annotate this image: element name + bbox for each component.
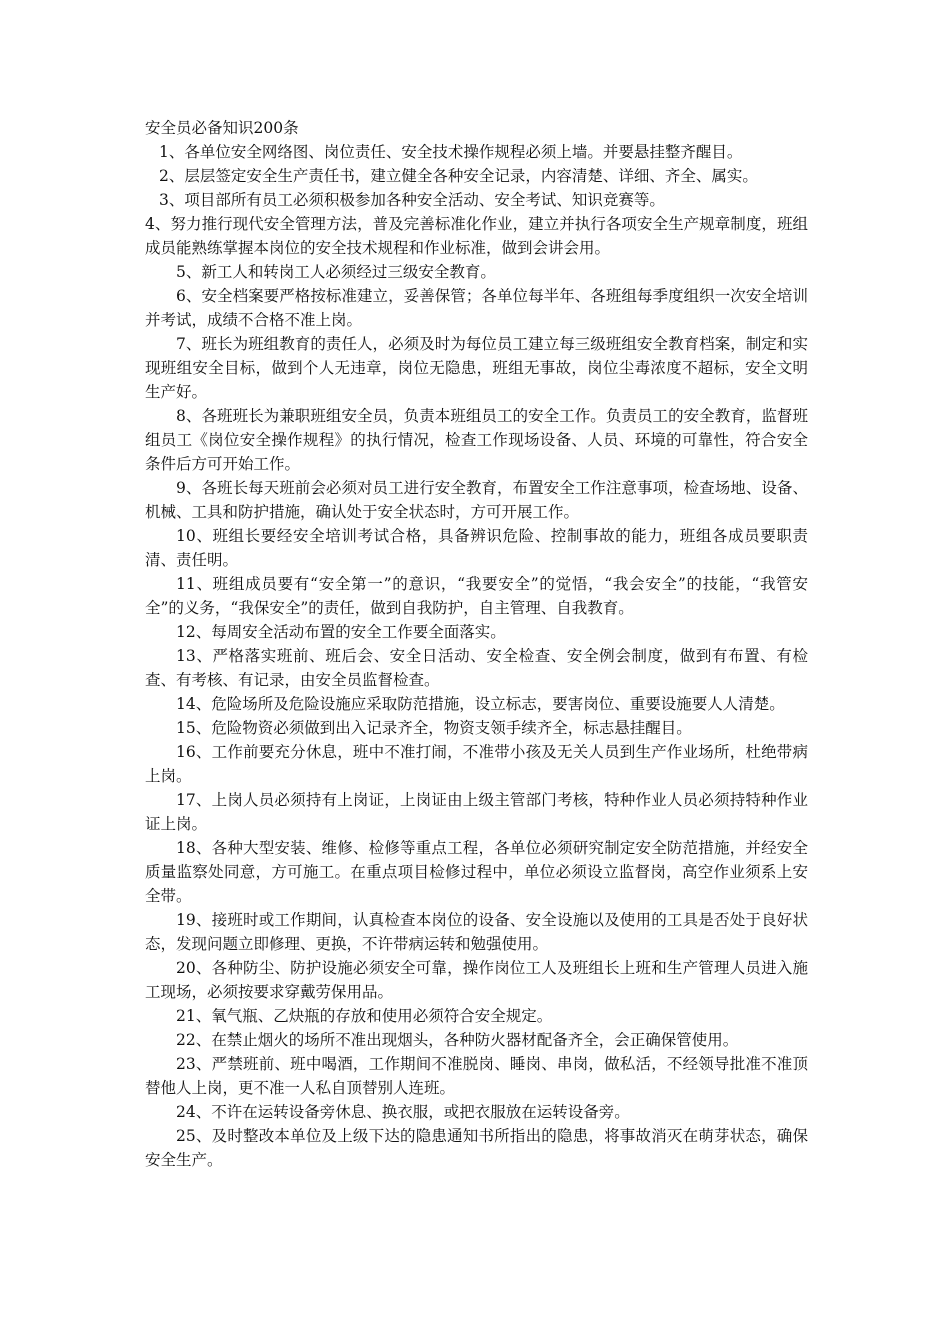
rule-item: 21、氧气瓶、乙炔瓶的存放和使用必须符合安全规定。 [176, 1007, 553, 1025]
rule-item: 15、危险物资必须做到出入记录齐全，物资支领手续齐全，标志悬挂醒目。 [176, 719, 692, 737]
rule-item: 14、危险场所及危险设施应采取防范措施，设立标志，要害岗位、重要设施要人人清楚。 [176, 695, 785, 713]
rule-item: 4、努力推行现代安全管理方法，普及完善标准化作业，建立并执行各项安全生产规章制度，班组成员能熟练掌握本岗位的安全技术规程和作业标准，做到会讲会用。 [145, 215, 808, 257]
rule-item: 12、每周安全活动布置的安全工作要全面落实。 [176, 623, 506, 641]
rule-item: 13、严格落实班前、班后会、安全日活动、安全检查、安全例会制度，做到有布置、有检查、有考核、有记录，由安全员监督检查。 [145, 647, 808, 689]
rule-item: 8、各班班长为兼职班组安全员，负责本班组员工的安全工作。负责员工的安全教育，监督班组员工《岗位安全操作规程》的执行情况，检查工作现场设备、人员、环境的可靠性，符合安全条件后方可开始工作。 [145, 407, 808, 473]
rule-item: 16、工作前要充分休息，班中不准打闹，不准带小孩及无关人员到生产作业场所，杜绝带病上岗。 [145, 743, 808, 785]
rule-item: 17、上岗人员必须持有上岗证，上岗证由上级主管部门考核，特种作业人员必须持特种作业证上岗。 [145, 791, 808, 833]
rule-item: 22、在禁止烟火的场所不准出现烟头，各种防火器材配备齐全，会正确保管使用。 [176, 1031, 739, 1049]
rule-item: 23、严禁班前、班中喝酒，工作期间不准脱岗、睡岗、串岗，做私活，不经领导批准不准顶替他人上岗，更不准一人私自顶替别人连班。 [145, 1055, 808, 1097]
rule-item: 18、各种大型安装、维修、检修等重点工程，各单位必须研究制定安全防范措施，并经安全质量监察处同意，方可施工。在重点项目检修过程中，单位必须设立监督岗，高空作业须系上安全带。 [145, 839, 808, 905]
rule-item: 5、新工人和转岗工人必须经过三级安全教育。 [176, 263, 496, 281]
rule-item: 19、接班时或工作期间，认真检查本岗位的设备、安全设施以及使用的工具是否处于良好状态，发现问题立即修理、更换，不许带病运转和勉强使用。 [145, 911, 808, 953]
rule-item: 3、项目部所有员工必须积极参加各种安全活动、安全考试、知识竞赛等。 [159, 191, 665, 209]
rule-item: 7、班长为班组教育的责任人，必须及时为每位员工建立每三级班组安全教育档案，制定和实现班组安全目标，做到个人无违章，岗位无隐患，班组无事故，岗位尘毒浓度不超标，安全文明生产好。 [145, 335, 808, 401]
rule-item: 11、班组成员要有“安全第一”的意识，“我要安全”的觉悟，“我会安全”的技能，“我管安全”的义务，“我保安全”的责任，做到自我防护，自主管理、自我教育。 [145, 575, 808, 617]
rule-item: 25、及时整改本单位及上级下达的隐患通知书所指出的隐患，将事故消灭在萌芽状态，确保安全生产。 [145, 1127, 808, 1169]
rule-list [145, 140, 808, 1172]
rule-item: 20、各种防尘、防护设施必须安全可靠，操作岗位工人及班组长上班和生产管理人员进入施工现场，必须按要求穿戴劳保用品。 [145, 959, 808, 1001]
document-title: 安全员必备知识200条 [145, 119, 299, 137]
rule-item: 24、不许在运转设备旁休息、换衣服，或把衣服放在运转设备旁。 [176, 1103, 630, 1121]
rule-item: 1、各单位安全网络图、岗位责任、安全技术操作规程必须上墙。并要悬挂整齐醒目。 [159, 143, 743, 161]
rule-item: 10、班组长要经安全培训考试合格，具备辨识危险、控制事故的能力，班组各成员要职责清、责任明。 [145, 527, 808, 569]
document-page [145, 116, 808, 1172]
rule-item: 9、各班长每天班前会必须对员工进行安全教育，布置安全工作注意事项，检查场地、设备、机械、工具和防护措施，确认处于安全状态时，方可开展工作。 [145, 479, 808, 521]
rule-item: 2、层层签定安全生产责任书，建立健全各种安全记录，内容清楚、详细、齐全、属实。 [159, 167, 758, 185]
rule-item: 6、安全档案要严格按标准建立，妥善保管；各单位每半年、各班组每季度组织一次安全培训并考试，成绩不合格不准上岗。 [145, 287, 808, 329]
